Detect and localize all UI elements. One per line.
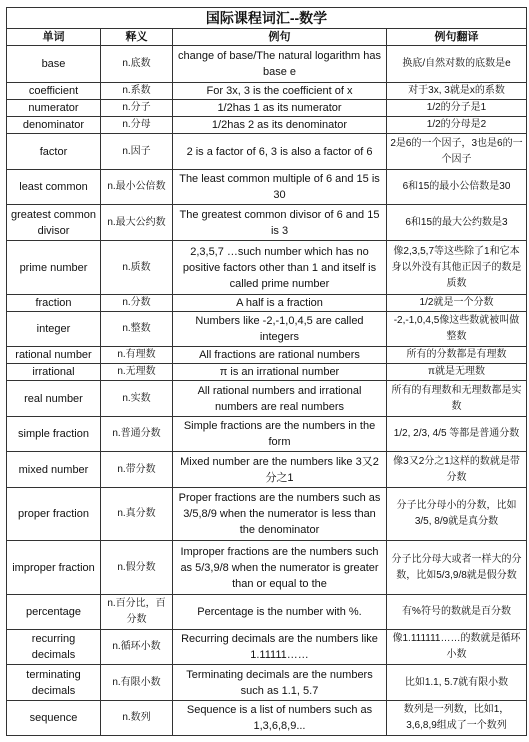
cell-translation: 6和15的最大公约数是3 — [387, 205, 527, 241]
cell-meaning: n.最小公倍数 — [101, 170, 173, 205]
cell-meaning: n.普通分数 — [101, 417, 173, 452]
cell-translation: 1/2的分母是2 — [387, 117, 527, 134]
table-row — [7, 312, 527, 347]
cell-word: mixed number — [7, 452, 101, 488]
cell-translation: 1/2, 2/3, 4/5 等都是普通分数 — [387, 417, 527, 452]
cell-translation: 所有的分数都是有理数 — [387, 347, 527, 364]
table-row — [7, 134, 527, 170]
cell-word: sequence — [7, 701, 101, 736]
cell-example: Proper fractions are the numbers such as 3/5,8/9 when the numerator is less than the denominator — [173, 488, 387, 541]
cell-word: irrational — [7, 364, 101, 381]
cell-word: factor — [7, 134, 101, 170]
cell-translation: 1/2就是一个分数 — [387, 295, 527, 312]
cell-example: π is an irrational number — [173, 364, 387, 381]
cell-example: The least common multiple of 6 and 15 is 30 — [173, 170, 387, 205]
cell-meaning: n.底数 — [101, 46, 173, 83]
cell-meaning: n.因子 — [101, 134, 173, 170]
table-row — [7, 630, 527, 665]
cell-word: coefficient — [7, 83, 101, 100]
table-row — [7, 170, 527, 205]
cell-word: recurring decimals — [7, 630, 101, 665]
cell-translation: 1/2的分子是1 — [387, 100, 527, 117]
cell-word: denominator — [7, 117, 101, 134]
cell-example: A half is a fraction — [173, 295, 387, 312]
cell-example: Improper fractions are the numbers such as 5/3,9/8 when the numerator is greater than or equal to the — [173, 541, 387, 595]
cell-translation: 像2,3,5,7等这些除了1和它本身以外没有其他正因子的数是质数 — [387, 241, 527, 295]
cell-example: Numbers like -2,-1,0,4,5 are called integers — [173, 312, 387, 347]
cell-translation: 换底/自然对数的底数是e — [387, 46, 527, 83]
cell-example: Simple fractions are the numbers in the form — [173, 417, 387, 452]
table-row — [7, 452, 527, 488]
cell-word: least common — [7, 170, 101, 205]
table-row — [7, 541, 527, 595]
cell-word: terminating decimals — [7, 665, 101, 701]
table-row — [7, 701, 527, 736]
cell-meaning: n.数列 — [101, 701, 173, 736]
cell-example: All rational numbers and irrational numbers are real numbers — [173, 381, 387, 417]
table-row — [7, 364, 527, 381]
cell-meaning: n.分母 — [101, 117, 173, 134]
cell-meaning: n.无理数 — [101, 364, 173, 381]
cell-word: simple fraction — [7, 417, 101, 452]
cell-translation: 有%符号的数就是百分数 — [387, 595, 527, 630]
cell-meaning: n.假分数 — [101, 541, 173, 595]
header-meaning: 释义 — [101, 29, 173, 46]
table-row — [7, 347, 527, 364]
cell-translation: 分子比分母大或者一样大的分数，比如5/3,9/8就是假分数 — [387, 541, 527, 595]
table-row — [7, 595, 527, 630]
cell-word: proper fraction — [7, 488, 101, 541]
cell-example: 1/2has 2 as its denominator — [173, 117, 387, 134]
cell-example: change of base/The natural logarithm has base e — [173, 46, 387, 83]
table-row — [7, 46, 527, 83]
cell-meaning: n.分数 — [101, 295, 173, 312]
cell-translation: -2,-1,0,4,5像这些数就被叫做整数 — [387, 312, 527, 347]
cell-word: numerator — [7, 100, 101, 117]
table-row — [7, 417, 527, 452]
cell-example: For 3x, 3 is the coefficient of x — [173, 83, 387, 100]
cell-meaning: n.系数 — [101, 83, 173, 100]
cell-example: The greatest common divisor of 6 and 15 is 3 — [173, 205, 387, 241]
cell-example: Mixed number are the numbers like 3又2分之1 — [173, 452, 387, 488]
cell-word: rational number — [7, 347, 101, 364]
cell-translation: 对于3x, 3就是x的系数 — [387, 83, 527, 100]
cell-meaning: n.分子 — [101, 100, 173, 117]
cell-meaning: n.有理数 — [101, 347, 173, 364]
cell-translation: 像3又2分之1这样的数就是带分数 — [387, 452, 527, 488]
cell-translation: 2是6的一个因子，3也是6的一个因子 — [387, 134, 527, 170]
table-row — [7, 295, 527, 312]
cell-meaning: n.整数 — [101, 312, 173, 347]
table-row — [7, 381, 527, 417]
cell-word: percentage — [7, 595, 101, 630]
cell-word: base — [7, 46, 101, 83]
table-row — [7, 241, 527, 295]
table-row — [7, 83, 527, 100]
cell-example: 2 is a factor of 6, 3 is also a factor of 6 — [173, 134, 387, 170]
cell-translation: π就是无理数 — [387, 364, 527, 381]
cell-word: real number — [7, 381, 101, 417]
cell-meaning: n.质数 — [101, 241, 173, 295]
table-row — [7, 117, 527, 134]
cell-translation: 所有的有理数和无理数都是实数 — [387, 381, 527, 417]
cell-translation: 比如1.1, 5.7就有限小数 — [387, 665, 527, 701]
header-translation: 例句翻译 — [387, 29, 527, 46]
cell-example: Percentage is the number with %. — [173, 595, 387, 630]
cell-meaning: n.带分数 — [101, 452, 173, 488]
cell-word: integer — [7, 312, 101, 347]
header-example: 例句 — [173, 29, 387, 46]
cell-meaning: n.百分比，百分数 — [101, 595, 173, 630]
cell-example: Recurring decimals are the numbers like 1.11111…… — [173, 630, 387, 665]
table-body — [7, 46, 527, 736]
cell-example: 1/2has 1 as its numerator — [173, 100, 387, 117]
cell-meaning: n.有限小数 — [101, 665, 173, 701]
table-row — [7, 205, 527, 241]
cell-meaning: n.循环小数 — [101, 630, 173, 665]
vocabulary-table — [6, 7, 527, 736]
cell-meaning: n.真分数 — [101, 488, 173, 541]
cell-translation: 数列是一列数，比如1，3,6,8,9组成了一个数列 — [387, 701, 527, 736]
cell-meaning: n.最大公约数 — [101, 205, 173, 241]
table-row — [7, 665, 527, 701]
cell-translation: 6和15的最小公倍数是30 — [387, 170, 527, 205]
cell-example: Sequence is a list of numbers such as 1,3,6,8,9... — [173, 701, 387, 736]
cell-example: 2,3,5,7 …such number which has no positive factors other than 1 and itself is called prime number — [173, 241, 387, 295]
cell-word: fraction — [7, 295, 101, 312]
cell-word: greatest common divisor — [7, 205, 101, 241]
cell-translation: 像1.111111……的数就是循环小数 — [387, 630, 527, 665]
table-title: 国际课程词汇--数学 — [7, 8, 527, 29]
table-row — [7, 488, 527, 541]
cell-word: prime number — [7, 241, 101, 295]
cell-translation: 分子比分母小的分数，比如3/5, 8/9就是真分数 — [387, 488, 527, 541]
table-row — [7, 100, 527, 117]
cell-word: improper fraction — [7, 541, 101, 595]
cell-example: Terminating decimals are the numbers such as 1.1, 5.7 — [173, 665, 387, 701]
cell-meaning: n.实数 — [101, 381, 173, 417]
cell-example: All fractions are rational numbers — [173, 347, 387, 364]
header-word: 单词 — [7, 29, 101, 46]
